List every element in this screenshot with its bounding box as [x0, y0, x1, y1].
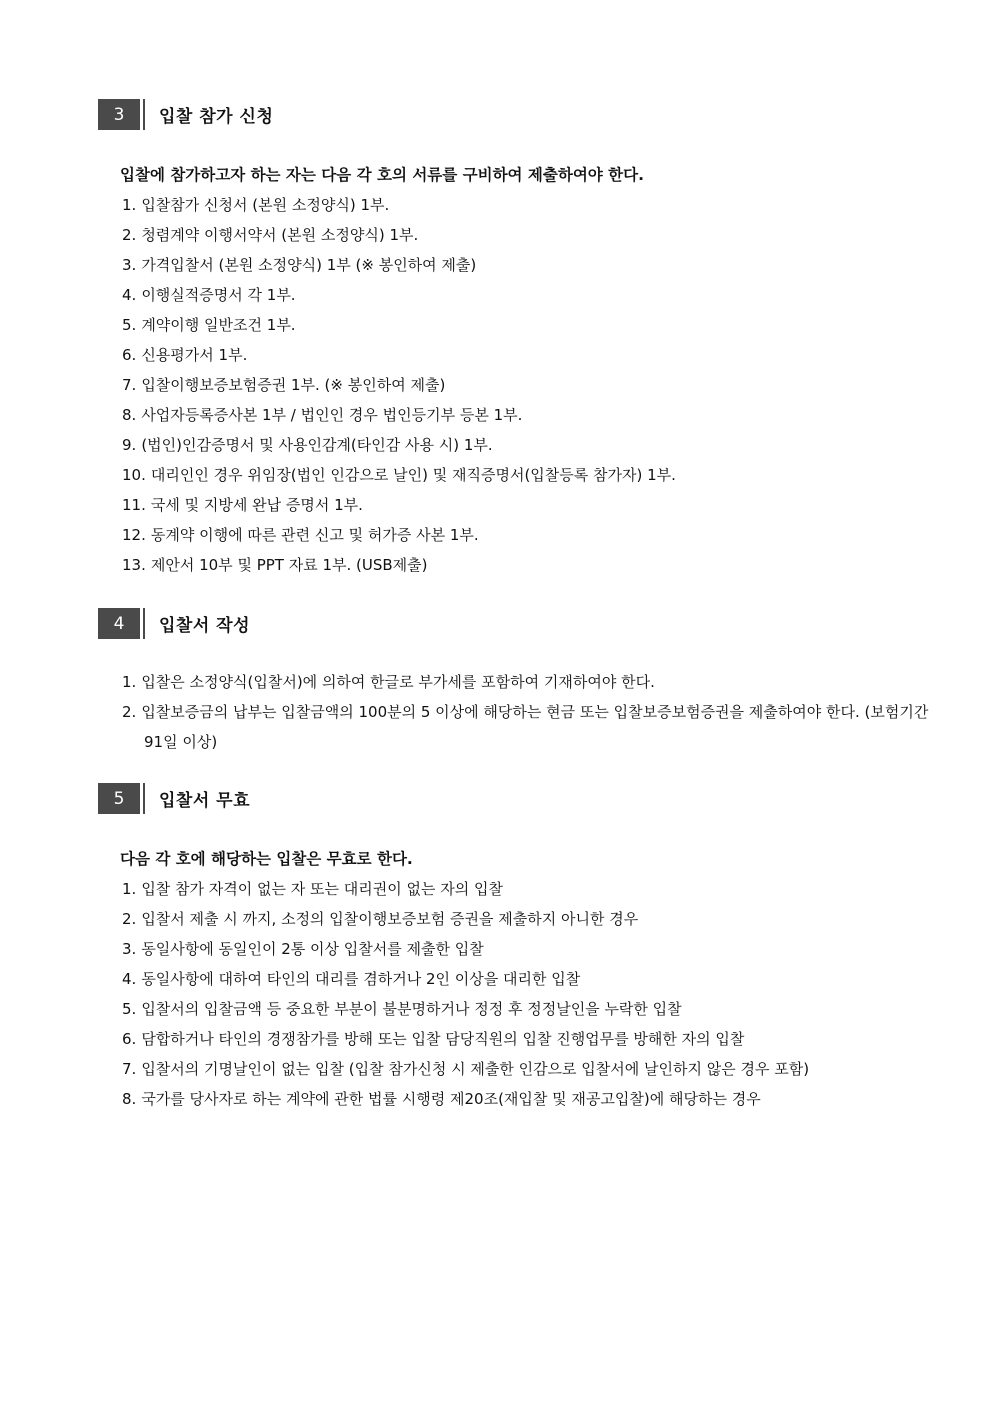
item-number: 7.	[122, 376, 137, 394]
item-number: 8.	[122, 1090, 137, 1108]
list-item	[122, 874, 809, 904]
item-number: 2.	[122, 703, 137, 721]
section-title: 입찰서 작성	[159, 616, 251, 636]
item-text: 입찰서 제출 시 까지, 소정의 입찰이행보증보험 증권을 제출하지 아니한 경우	[141, 910, 639, 928]
item-number: 7.	[122, 1060, 137, 1078]
item-text: 신용평가서 1부.	[141, 346, 248, 364]
list-item	[122, 340, 676, 370]
list-item	[122, 400, 676, 430]
list-item	[122, 220, 676, 250]
list-item	[122, 667, 934, 697]
section-intro: 다음 각 호에 해당하는 입찰은 무효로 한다.	[120, 850, 413, 868]
section-3	[98, 99, 918, 574]
item-number: 9.	[122, 436, 137, 454]
item-text: 사업자등록증사본 1부 / 법인인 경우 법인등기부 등본 1부.	[141, 406, 523, 424]
item-number: 3.	[122, 256, 137, 274]
list-item	[122, 190, 676, 220]
section-number: 4	[98, 608, 140, 639]
list-item	[122, 964, 809, 994]
item-text: 이행실적증명서 각 1부.	[141, 286, 296, 304]
item-text: 제안서 10부 및 PPT 자료 1부. (USB제출)	[150, 556, 428, 574]
section-header	[98, 608, 918, 639]
item-number: 5.	[122, 1000, 137, 1018]
list-item	[122, 430, 676, 460]
item-text: 국가를 당사자로 하는 계약에 관한 법률 시행령 제20조(재입찰 및 재공고입찰)에 해당하는 경우	[141, 1090, 761, 1108]
item-text: 입찰참가 신청서 (본원 소정양식) 1부.	[141, 196, 390, 214]
item-list	[122, 874, 809, 1114]
item-text: 입찰은 소정양식(입찰서)에 의하여 한글로 부가세를 포함하여 기재하여야 한다.	[141, 673, 655, 691]
item-number: 13.	[122, 556, 146, 574]
item-text: 입찰보증금의 납부는 입찰금액의 100분의 5 이상에 해당하는 현금 또는 입찰보증보험증권을 제출하여야 한다. (보험기간 91일 이상)	[141, 703, 929, 751]
section-divider	[143, 99, 145, 130]
item-text: 가격입찰서 (본원 소정양식) 1부 (※ 봉인하여 제출)	[141, 256, 477, 274]
list-item	[122, 994, 809, 1024]
section-title: 입찰 참가 신청	[159, 107, 274, 127]
item-number: 6.	[122, 1030, 137, 1048]
list-item	[122, 1054, 809, 1084]
item-list	[122, 667, 934, 757]
section-header	[98, 783, 918, 814]
item-text: 동일사항에 대하여 타인의 대리를 겸하거나 2인 이상을 대리한 입찰	[141, 970, 581, 988]
item-text: 동계약 이행에 따른 관련 신고 및 허가증 사본 1부.	[150, 526, 479, 544]
list-item	[122, 520, 676, 550]
item-number: 1.	[122, 196, 137, 214]
item-list	[122, 190, 676, 580]
item-text: 담합하거나 타인의 경쟁참가를 방해 또는 입찰 담당직원의 입찰 진행업무를 방해한 자의 입찰	[141, 1030, 745, 1048]
item-number: 11.	[122, 496, 146, 514]
item-number: 2.	[122, 910, 137, 928]
item-number: 5.	[122, 316, 137, 334]
item-text: 입찰이행보증보험증권 1부. (※ 봉인하여 제출)	[141, 376, 446, 394]
list-item	[122, 250, 676, 280]
item-number: 1.	[122, 880, 137, 898]
item-text: 입찰 참가 자격이 없는 자 또는 대리권이 없는 자의 입찰	[141, 880, 504, 898]
list-item	[122, 1084, 809, 1114]
list-item	[122, 280, 676, 310]
list-item	[122, 1024, 809, 1054]
item-number: 6.	[122, 346, 137, 364]
section-header	[98, 99, 918, 130]
item-text: 대리인인 경우 위임장(법인 인감으로 날인) 및 재직증명서(입찰등록 참가자) 1부.	[150, 466, 676, 484]
section-4	[98, 608, 929, 751]
item-text: 동일사항에 동일인이 2통 이상 입찰서를 제출한 입찰	[141, 940, 484, 958]
section-divider	[143, 783, 145, 814]
list-item	[122, 934, 809, 964]
item-number: 3.	[122, 940, 137, 958]
list-item	[122, 490, 676, 520]
item-number: 12.	[122, 526, 146, 544]
list-item	[122, 310, 676, 340]
section-intro: 입찰에 참가하고자 하는 자는 다음 각 호의 서류를 구비하여 제출하여야 한다.	[120, 166, 645, 184]
item-text: 청렴계약 이행서약서 (본원 소정양식) 1부.	[141, 226, 419, 244]
list-item	[122, 370, 676, 400]
item-text: 국세 및 지방세 완납 증명서 1부.	[150, 496, 363, 514]
section-5	[98, 783, 918, 1108]
item-text: (법인)인감증명서 및 사용인감계(타인감 사용 시) 1부.	[141, 436, 493, 454]
list-item	[122, 460, 676, 490]
item-text: 계약이행 일반조건 1부.	[141, 316, 296, 334]
section-number: 3	[98, 99, 140, 130]
item-number: 1.	[122, 673, 137, 691]
item-text: 입찰서의 입찰금액 등 중요한 부분이 불분명하거나 정정 후 정정날인을 누락한 입찰	[141, 1000, 682, 1018]
item-number: 10.	[122, 466, 146, 484]
item-text: 입찰서의 기명날인이 없는 입찰 (입찰 참가신청 시 제출한 인감으로 입찰서에 날인하지 않은 경우 포함)	[141, 1060, 810, 1078]
list-item	[122, 904, 809, 934]
item-number: 2.	[122, 226, 137, 244]
section-divider	[143, 608, 145, 639]
item-number: 8.	[122, 406, 137, 424]
list-item	[122, 550, 676, 580]
item-number: 4.	[122, 286, 137, 304]
section-number: 5	[98, 783, 140, 814]
list-item	[122, 697, 934, 757]
section-title: 입찰서 무효	[159, 791, 251, 811]
item-number: 4.	[122, 970, 137, 988]
